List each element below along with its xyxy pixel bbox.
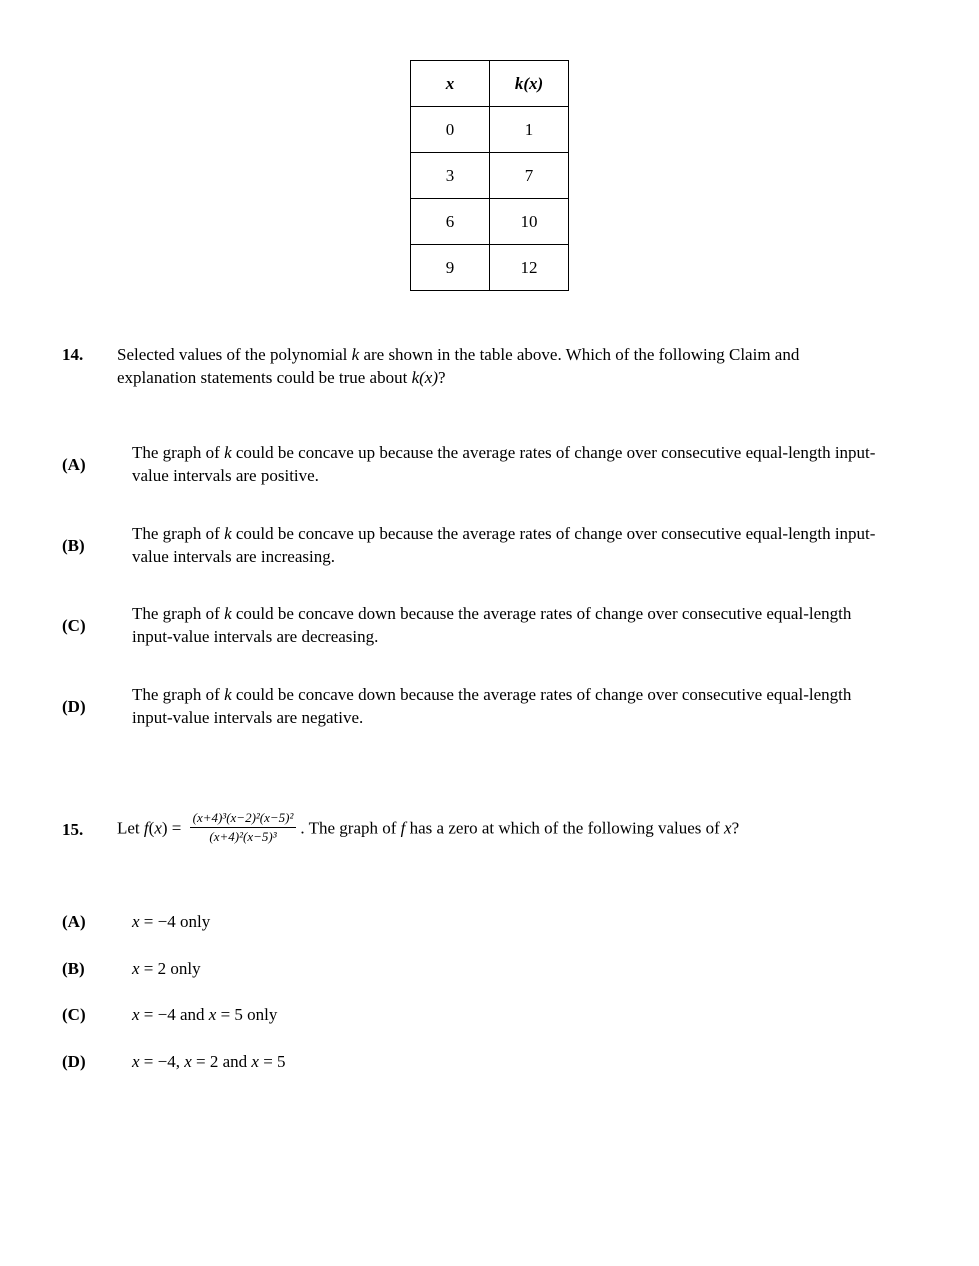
option-label: (B) [62,959,85,978]
option-label: (B) [62,535,85,555]
text-segment: . The graph of [300,818,401,838]
text-segment: = 5 [258,1052,286,1071]
option-label: (D) [62,1052,86,1071]
option-text [132,910,890,933]
text-segment: = 2 and [191,1052,252,1071]
option-label: (C) [62,1005,86,1024]
option-14-c [62,602,890,648]
text-segment: = −4, [139,1052,185,1071]
option-text [132,957,890,980]
option-15-b [62,957,890,980]
text-segment: ? [438,368,446,387]
table-cell-x: 3 [411,153,490,199]
fraction [190,810,297,845]
math-expr-kx: k(x) [411,368,438,387]
math-var-x: x [132,1052,140,1071]
option-15-c [62,1003,890,1026]
option-text [132,1003,890,1026]
text-segment: could be concave up because the average rates of change over consecutive equal-length input-value intervals are increasing. [132,524,876,566]
option-label: (C) [62,615,86,635]
question-15 [62,812,917,847]
fraction-numerator: (x+4)³(x−2)²(x−5)² [190,810,297,828]
question-14-prompt [117,343,849,389]
values-table [410,60,569,291]
math-var-x: x [184,1052,192,1071]
math-var-x: x [154,818,162,838]
option-text [132,441,890,487]
text-segment: could be concave down because the average rates of change over consecutive equal-length input-value intervals are negative. [132,685,852,727]
text-segment: The graph of [132,604,225,623]
math-var-x: x [724,818,732,838]
math-var-x: x [132,959,140,978]
text-segment: = 5 only [216,1005,278,1024]
math-var-k: k [224,443,232,462]
option-14-a [62,441,890,487]
question-15-prompt [117,812,917,847]
text-segment: Selected values of the polynomial [117,345,352,364]
option-label: (D) [62,696,86,716]
question-15-number: 15. [62,820,84,839]
table-header-row [411,61,569,107]
table-cell-x: 6 [411,199,490,245]
table-cell-kx: 7 [490,153,569,199]
option-text [132,602,890,648]
text-segment: The graph of [132,443,225,462]
table-row [411,245,569,291]
question-14 [62,343,849,389]
math-var-x: x [251,1052,259,1071]
option-text [132,522,890,568]
text-segment: ( [148,818,155,838]
option-text [132,1050,890,1073]
option-text [132,683,890,729]
text-segment: ? [731,818,740,838]
table-cell-kx: 12 [490,245,569,291]
math-var-f: f [400,818,406,838]
option-14-b [62,522,890,568]
math-var-f: f [143,818,149,838]
question-14-number: 14. [62,345,84,364]
option-label: (A) [62,454,86,474]
math-var-k: k [224,685,232,704]
table-cell-x: 0 [411,107,490,153]
text-segment: = −4 only [139,912,211,931]
table-cell-kx: 10 [490,199,569,245]
text-segment: could be concave down because the average rates of change over consecutive equal-length input-value intervals are decreasing. [132,604,852,646]
math-var-k: k [351,345,360,364]
math-var-k: k [224,524,232,543]
table-row [411,153,569,199]
table-cell-x: 9 [411,245,490,291]
text-segment: Let [117,818,144,838]
option-15-d [62,1050,890,1073]
table-row [411,107,569,153]
text-segment: The graph of [132,685,225,704]
text-segment: has a zero at which of the following values of [405,818,725,838]
math-var-k: k [224,604,232,623]
fraction-denominator: (x+4)²(x−5)³ [209,829,277,844]
table-row [411,199,569,245]
option-14-d [62,683,890,729]
text-segment: = −4 and [139,1005,209,1024]
text-segment: The graph of [132,524,225,543]
option-15-a [62,910,890,933]
text-segment: are shown in the table above. Which of the following Claim and explanation statements could be true about [117,345,800,387]
math-var-x: x [132,912,140,931]
option-label: (A) [62,912,86,931]
math-var-x: x [132,1005,140,1024]
text-segment: = 2 only [139,959,201,978]
table-header-kx: k(x) [490,61,569,107]
text-segment: could be concave up because the average rates of change over consecutive equal-length input-value intervals are positive. [132,443,876,485]
math-var-x: x [208,1005,217,1024]
text-segment: ) = [161,818,186,838]
table-cell-kx: 1 [490,107,569,153]
table-header-x: x [411,61,490,107]
